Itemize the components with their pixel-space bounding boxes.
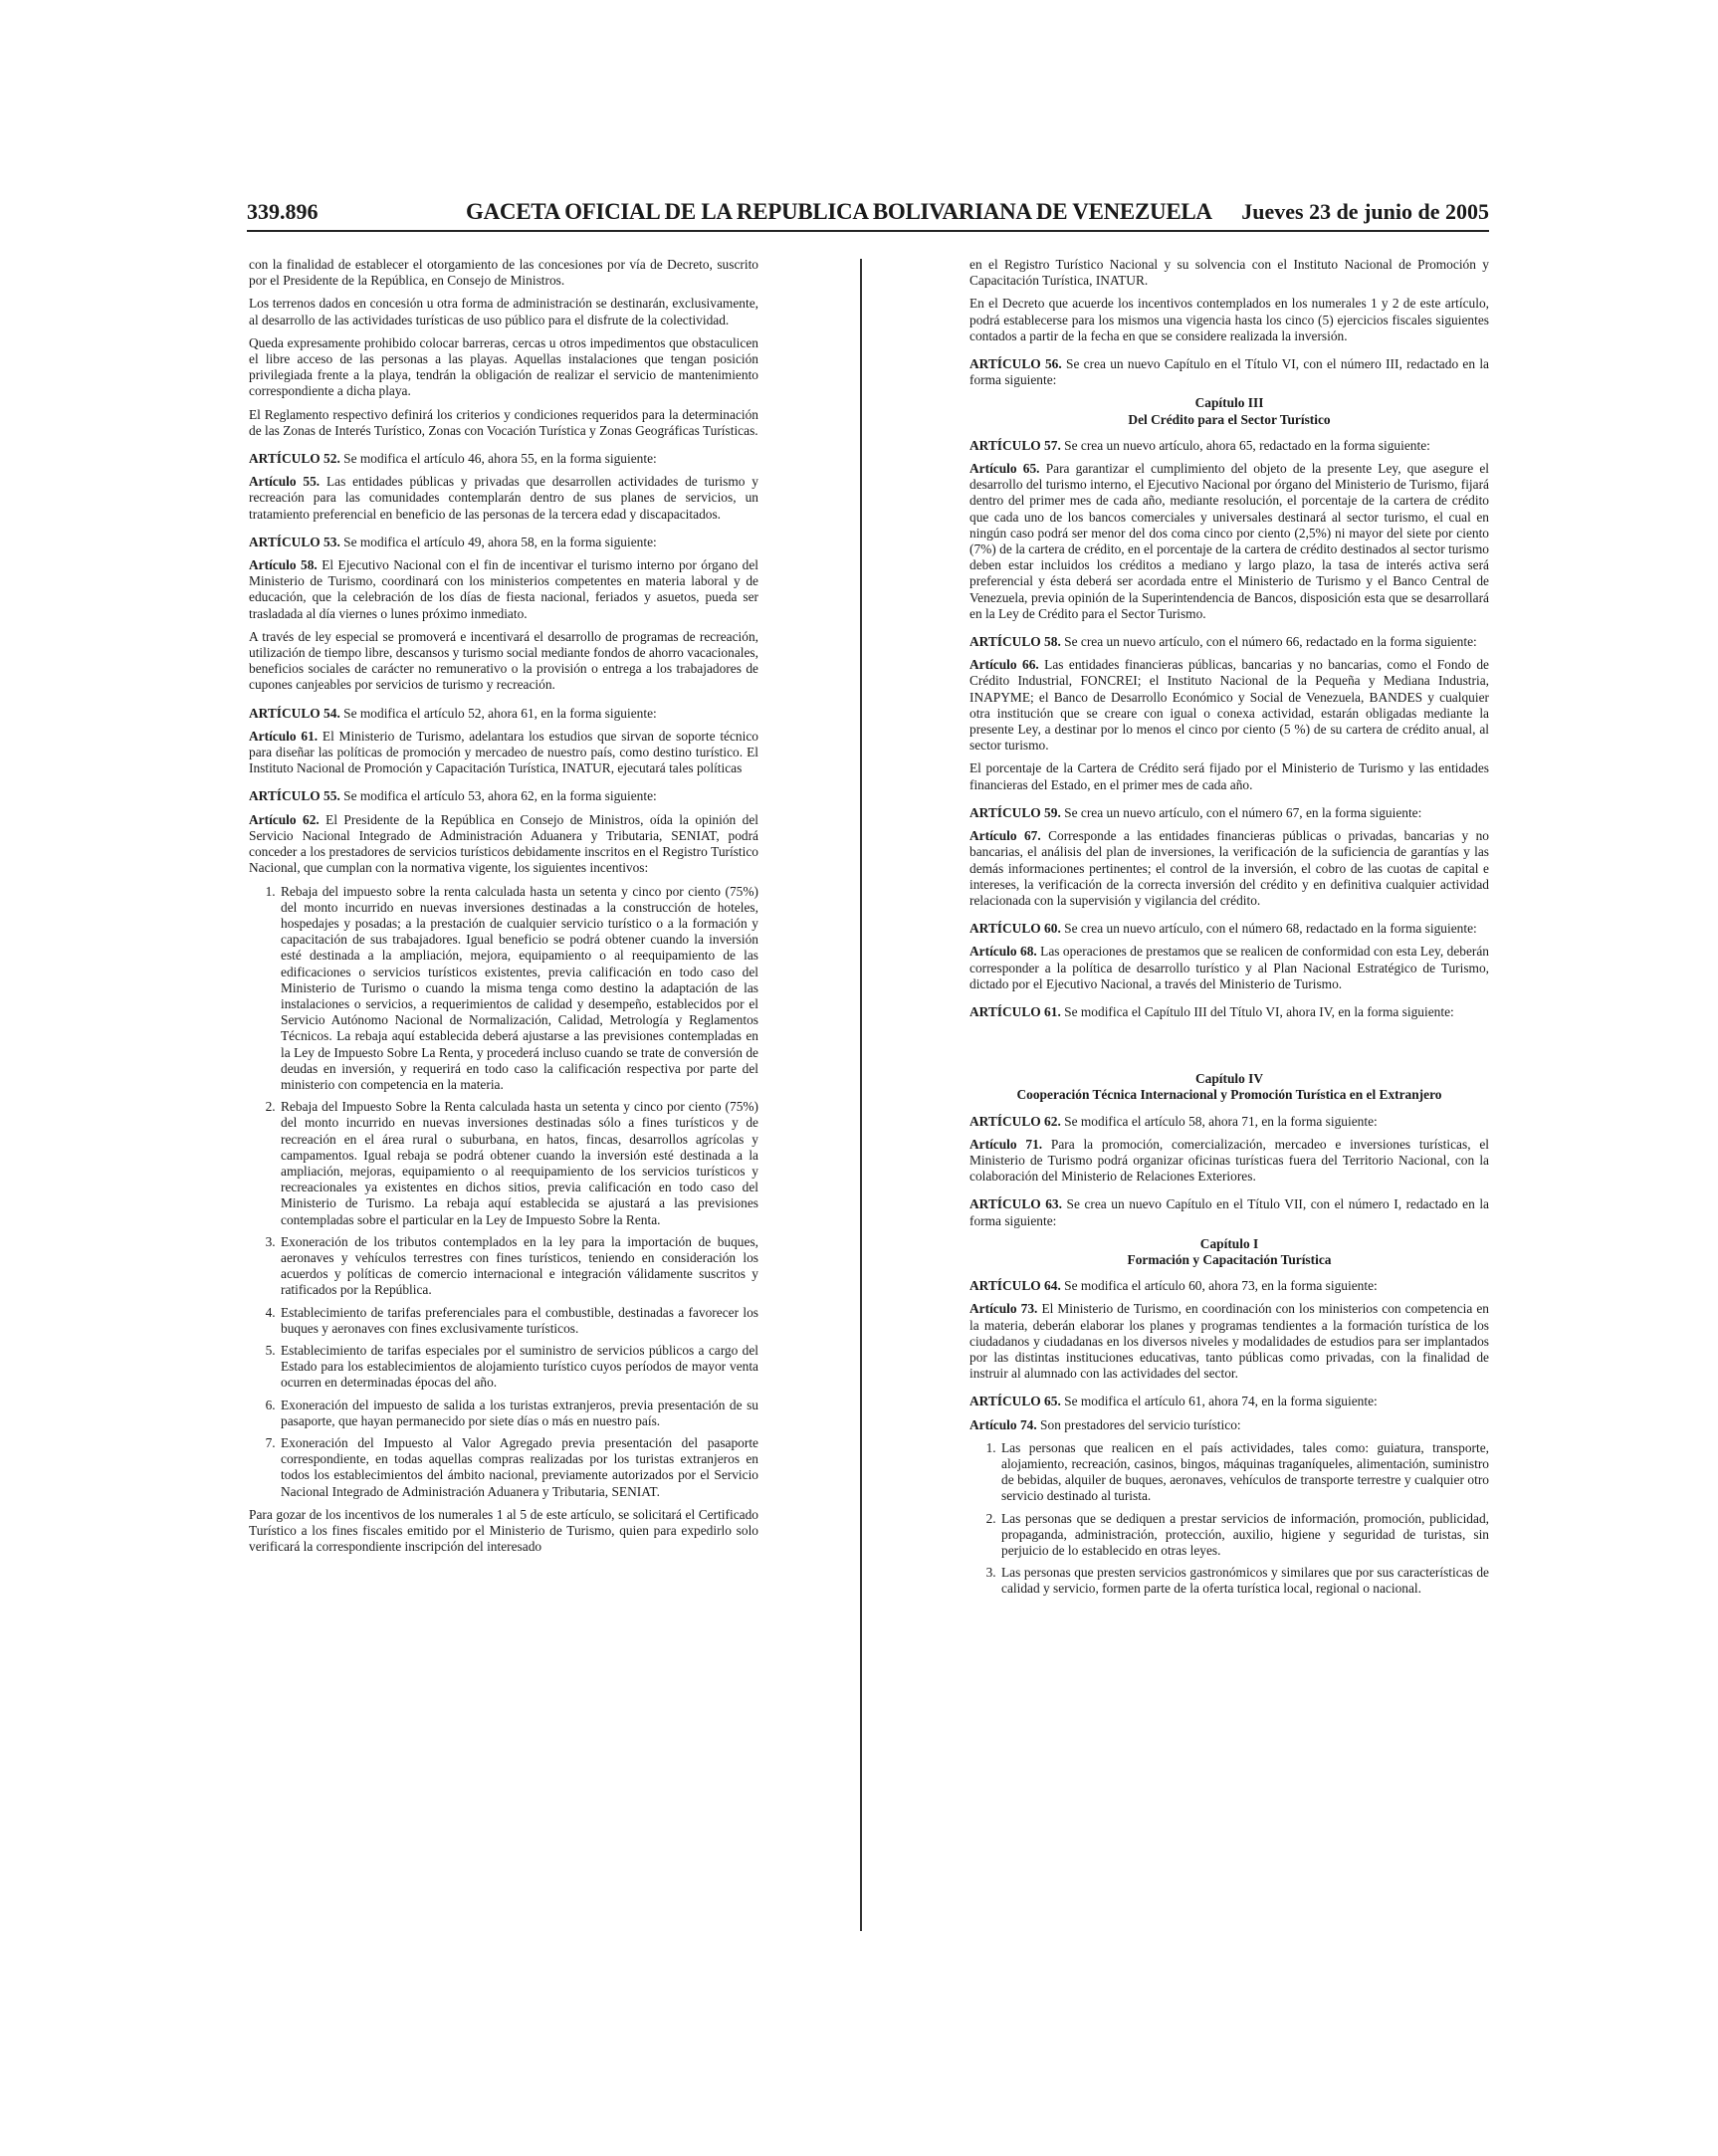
chapter-title: Capítulo I bbox=[1199, 1235, 1259, 1251]
article-amendment bbox=[969, 634, 1489, 650]
chapter-subtitle: Cooperación Técnica Internacional y Promoción Turística en el Extranjero bbox=[1016, 1087, 1442, 1103]
article-amendment bbox=[969, 921, 1489, 937]
article-text: Se crea un nuevo artículo, con el número 66, redactado en la forma siguiente: bbox=[1064, 634, 1477, 650]
article-heading: ARTÍCULO 64. bbox=[969, 1278, 1061, 1294]
article-heading: Artículo 67. bbox=[969, 828, 1041, 844]
article-text: Son prestadores del servicio turístico: bbox=[1040, 1416, 1241, 1432]
paragraph: El porcentaje de la Cartera de Crédito será fijado por el Ministerio de Turismo y las entidades financieras del Estado, en el primer mes de cada año. bbox=[969, 760, 1489, 792]
service-providers-list bbox=[969, 1440, 1489, 1598]
article bbox=[969, 828, 1489, 909]
article bbox=[969, 461, 1489, 622]
paragraph: Los terrenos dados en concesión u otra forma de administración se destinarán, exclusivamente, al desarrollo de las actividades turísticas de uso público para el disfrute de la colectividad. bbox=[249, 296, 758, 327]
article-amendment bbox=[969, 1278, 1489, 1294]
list-item: 3. Las personas que presten servicios gastronómicos y similares que por sus características de calidad y servicio, formen parte de la oferta turística local, regional o nacional. bbox=[999, 1565, 1489, 1597]
chapter-heading bbox=[969, 395, 1489, 427]
gazette-title: GACETA OFICIAL DE LA REPUBLICA BOLIVARIANA DE VENEZUELA bbox=[466, 199, 1212, 224]
article bbox=[249, 474, 758, 523]
list-item: 6. Exoneración del impuesto de salida a los turistas extranjeros, previa presentación de su pasaporte, que hayan permanecido por siete días o más en nuestro país. bbox=[279, 1398, 758, 1429]
article bbox=[249, 812, 758, 877]
article-heading: ARTÍCULO 59. bbox=[969, 804, 1061, 820]
article-amendment bbox=[969, 1004, 1489, 1020]
article bbox=[969, 1301, 1489, 1382]
right-column bbox=[969, 257, 1489, 1605]
paragraph: Para gozar de los incentivos de los numerales 1 al 5 de este artículo, se solicitará el Certificado Turístico a los fines fiscales emitido por el Ministerio de Turismo, quien para expedirlo solo verificará la correspondiente inscripción del interesado bbox=[249, 1506, 758, 1555]
chapter-subtitle: Del Crédito para el Sector Turístico bbox=[1128, 411, 1331, 427]
article bbox=[249, 729, 758, 777]
page-header bbox=[247, 199, 1489, 229]
list-item: 1. Rebaja del impuesto sobre la renta calculada hasta un setenta y cinco por ciento (75%) del monto incurrido en nuevas inversiones destinadas a la construcción de hoteles, hospedajes y posadas; a la prestación de cualquier servicio turístico o a la formación y capacitación de sus trabajadores. Igual beneficio se podrá obtener cuando la inversión esté destinada a la ampliación, mejora, equipamiento o al reequipamiento de las edificaciones o servicios turísticos existentes, previa calificación en todo caso del Ministerio de Turismo o cuando la misma tenga como destino la adaptación de las instalaciones o servicios, a requerimientos de calidad y desempeño, establecidos por el Servicio Autónomo Nacional de Normalización, Calidad, Metrología y Reglamentos Técnicos. La rebaja aquí establecida deberá ajustarse a las previsiones contempladas en la Ley de Impuesto Sobre La Renta, y procederá incluso cuando se trate de conversión de deudas en inversión, y requerirá en todo caso la calificación respectiva por parte del ministerio con competencia en la materia. bbox=[279, 884, 758, 1094]
article-text: Las operaciones de prestamos que se realicen de conformidad con esta Ley, deberán corresponder a la política de desarrollo turístico y al Plan Nacional Estratégico de Turismo, dictado por el Ejecutivo Nacional, a través del Ministerio de Turismo. bbox=[969, 944, 1490, 991]
article-text: El Presidente de la República en Consejo de Ministros, oída la opinión del Servicio Nacional Integrado de Administración Aduanera y Tributaria, SENIAT, podrá conceder a los prestadores de servicios turísticos debidamente inscritos en el Registro Turístico Nacional, que cumplan con la normativa vigente, los siguientes incentivos: bbox=[249, 811, 758, 876]
column-divider bbox=[860, 259, 862, 1931]
article-heading: ARTÍCULO 65. bbox=[969, 1394, 1061, 1409]
article-text: Se crea un nuevo Capítulo en el Título VI, con el número III, redactado en la forma siguiente: bbox=[969, 356, 1489, 388]
article-text: Se crea un nuevo artículo, con el número 68, redactado en la forma siguiente: bbox=[1064, 921, 1477, 937]
article-heading: Artículo 73. bbox=[969, 1301, 1038, 1317]
article bbox=[969, 657, 1489, 754]
left-column bbox=[249, 257, 758, 1562]
article-heading: ARTÍCULO 63. bbox=[969, 1196, 1062, 1212]
article-amendment bbox=[969, 1114, 1489, 1130]
article-heading: Artículo 68. bbox=[969, 944, 1037, 960]
issue-date: Jueves 23 de junio de 2005 bbox=[1241, 199, 1489, 224]
article-text: Se modifica el Capítulo III del Título VI, ahora IV, en la forma siguiente: bbox=[1064, 1003, 1454, 1019]
article-heading: Artículo 58. bbox=[249, 557, 318, 573]
article-amendment bbox=[249, 706, 758, 722]
incentives-list bbox=[249, 884, 758, 1500]
list-item: 2. Las personas que se dediquen a prestar servicios de información, promoción, publicidad, propaganda, administración, protección, auxilio, higiene y seguridad de turistas, sin perjuicio de lo establecido en otras leyes. bbox=[999, 1511, 1489, 1560]
article-text: Se crea un nuevo artículo, ahora 65, redactado en la forma siguiente: bbox=[1064, 437, 1430, 453]
article-heading: Artículo 55. bbox=[249, 474, 321, 490]
article-amendment bbox=[249, 788, 758, 804]
article-amendment bbox=[249, 535, 758, 550]
article-text: Se modifica el artículo 52, ahora 61, en la forma siguiente: bbox=[343, 705, 657, 721]
chapter-subtitle: Formación y Capacitación Turística bbox=[1127, 1251, 1332, 1267]
article-text: Corresponde a las entidades financieras públicas o privadas, bancarias y no bancarias, el análisis del plan de inversiones, la verificación de la suficiencia de garantías y las demás informaciones pertinentes; el control de la inversión, el cobro de las cuotas de capital e intereses, la verificación de la correcta inversión del crédito y en definitiva cualquier actividad relacionada con la supervisión y vigilancia del crédito. bbox=[969, 828, 1489, 908]
article bbox=[969, 1417, 1489, 1433]
paragraph: A través de ley especial se promoverá e incentivará el desarrollo de programas de recreación, utilización de tiempo libre, descansos y turismo social mediante fondos de ahorro vacacionales, beneficios sociales de carácter no remunerativo o la provisión o entrega a los trabajadores de cupones canjeables por servicios de turismo y recreación. bbox=[249, 628, 758, 693]
article-heading: ARTÍCULO 54. bbox=[249, 705, 340, 721]
list-item: 1. Las personas que realicen en el país actividades, tales como: guiatura, transporte, alojamiento, recreación, casinos, bingos, máquinas traganíqueles, alimentación, suministro de bebidas, alquiler de buques, aeronaves, vehículos de transporte terrestre y cualquier otro servicio destinado al turista. bbox=[999, 1440, 1489, 1505]
article-heading: ARTÍCULO 56. bbox=[969, 356, 1062, 372]
article-text: Se modifica el artículo 60, ahora 73, en la forma siguiente: bbox=[1064, 1278, 1378, 1294]
paragraph: con la finalidad de establecer el otorgamiento de las concesiones por vía de Decreto, suscrito por el Presidente de la República, en Consejo de Ministros. bbox=[249, 257, 758, 289]
article-heading: Artículo 66. bbox=[969, 657, 1039, 673]
article-text: Se crea un nuevo artículo, con el número 67, en la forma siguiente: bbox=[1064, 804, 1422, 820]
article-heading: ARTÍCULO 61. bbox=[969, 1003, 1061, 1019]
article-text: Se modifica el artículo 58, ahora 71, en la forma siguiente: bbox=[1064, 1113, 1378, 1129]
article-text: Para la promoción, comercialización, mercadeo e inversiones turísticas, el Ministerio de Turismo podrá organizar oficinas turísticas fuera del Territorio Nacional, con la colaboración del Ministerio de Relaciones Exteriores. bbox=[969, 1136, 1489, 1185]
list-item: 4. Establecimiento de tarifas preferenciales para el combustible, destinadas a favorecer los buques y aeronaves con fines exclusivamente turísticos. bbox=[279, 1305, 758, 1337]
article-text: Se modifica el artículo 53, ahora 62, en la forma siguiente: bbox=[343, 788, 657, 804]
list-item: 5. Establecimiento de tarifas especiales por el suministro de servicios públicos a cargo del Estado para los establecimientos de alojamiento turístico cuyos períodos de mayor venta ocurren en determinadas épocas del año. bbox=[279, 1343, 758, 1392]
article-heading: ARTÍCULO 53. bbox=[249, 534, 340, 549]
spacer bbox=[969, 1027, 1489, 1067]
article-heading: ARTÍCULO 60. bbox=[969, 921, 1061, 937]
chapter-heading bbox=[969, 1071, 1489, 1103]
list-item: 7. Exoneración del Impuesto al Valor Agregado previa presentación del pasaporte correspondiente, en todas aquellas compras realizadas por los turistas extranjeros en todos los establecimientos del ámbito nacional, previamente autorizados por el Servicio Nacional Integrado de Administración Aduanera y Tributaria, SENIAT. bbox=[279, 1435, 758, 1500]
paragraph: Queda expresamente prohibido colocar barreras, cercas u otros impedimentos que obstaculicen el libre acceso de las personas a las playas. Aquellas instalaciones que tengan posición privilegiada frente a la playa, tendrán la obligación de realizar el servicio de mantenimiento correspondiente a dicha playa. bbox=[249, 334, 758, 399]
article-text: Las entidades públicas y privadas que desarrollen actividades de turismo y recreación para las comunidades contemplarán dentro de sus planes de servicios, un tratamiento preferencial en beneficio de las personas de la tercera edad y discapacitados. bbox=[249, 474, 758, 522]
article-heading: ARTÍCULO 52. bbox=[249, 451, 340, 467]
article-text: El Ministerio de Turismo, en coordinación con los ministerios con competencia en la materia, deberán elaborar los planes y programas tendientes a la formación turística de los ciudadanos y ciudadanas en los diversos niveles y modalidades de estudios para ser implantados por las distintas instituciones educativas, tanto públicas como privadas, con la finalidad de instruir al alumnado con las actividades del sector. bbox=[969, 1301, 1489, 1382]
article bbox=[249, 557, 758, 622]
article-text: Se modifica el artículo 46, ahora 55, en la forma siguiente: bbox=[343, 451, 657, 467]
article-amendment bbox=[249, 451, 758, 467]
article-heading: Artículo 62. bbox=[249, 811, 320, 827]
chapter-heading bbox=[969, 1236, 1489, 1268]
article bbox=[969, 944, 1489, 992]
paragraph: En el Decreto que acuerde los incentivos contemplados en los numerales 1 y 2 de este artículo, podrá establecerse para los mismos una vigencia hasta los cinco (5) ejercicios fiscales siguientes contados a partir de la fecha en que se considere realizada la inversión. bbox=[969, 296, 1489, 343]
article-heading: ARTÍCULO 55. bbox=[249, 788, 340, 804]
article-amendment bbox=[969, 1196, 1489, 1228]
article-text: Se crea un nuevo Capítulo en el Título VII, con el número I, redactado en la forma siguiente: bbox=[969, 1196, 1489, 1228]
article-heading: Artículo 74. bbox=[969, 1416, 1037, 1432]
list-item: 3. Exoneración de los tributos contemplados en la ley para la importación de buques, aeronaves y vehículos terrestres con fines turísticos, teniendo en consideración los acuerdos y políticas de comercio internacional e integración válidamente suscritos y ratificados por la República. bbox=[279, 1234, 758, 1299]
article-heading: ARTÍCULO 62. bbox=[969, 1113, 1061, 1129]
article-text: Las entidades financieras públicas, bancarias y no bancarias, como el Fondo de Crédito Industrial, FONCREI; el Instituto Nacional de la Pequeña y Mediana Industria, INAPYME; el Banco de Desarrollo Económico y Social de Venezuela, BANDES y cualquier otra institución que se creare con igual o conexa actividad, estarán obligadas mediante la presente Ley, a destinar por lo menos el cinco por ciento (5 %) de su cartera de crédito anual, al sector turismo. bbox=[969, 657, 1489, 754]
article-text: Para garantizar el cumplimiento del objeto de la presente Ley, que asegure el desarrollo del turismo interno, el Ejecutivo Nacional por órgano del Ministerio de Turismo, fijará dentro del primer mes de cada año, mediante resolución, el porcentaje de la cartera de crédito que cada uno de los bancos comerciales y universales destinará al sector turismo, el cual en ningún caso podrá ser menor del dos coma cinco por ciento (2,5%) ni mayor del siete por ciento (7%) de la cartera de crédito, en el porcentaje de la cartera de crédito destinados al sector turismo deben estar incluidos los créditos a mediano y largo plazo, la tasa de interés activa será preferencial y ésta deberá ser acordada entre el Ministerio de Turismo y el Banco Central de Venezuela, previa opinión de la Superintendencia de Bancos, disposición esta que se desarrollará en la Ley de Crédito para el Sector Turismo. bbox=[969, 461, 1489, 621]
list-item: 2. Rebaja del Impuesto Sobre la Renta calculada hasta un setenta y cinco por ciento (75%) del monto incurrido en nuevas inversiones destinadas sólo a fines turísticos y de recreación en el área rural o suburbana, en hatos, fincas, desarrollos agrícolas y campamentos. Igual rebaja se podrá obtener cuando la inversión esté destinada a la ampliación, mejoras, equipamiento o al reequipamiento de los servicios turísticos y recreacionales ya existentes en dichos sitios, previa calificación en todo caso del Ministerio de Turismo. La rebaja aquí establecida se ajustará a las previsiones contempladas sobre el particular en la Ley de Impuesto Sobre la Renta. bbox=[279, 1099, 758, 1228]
page-number: 339.896 bbox=[247, 199, 319, 224]
chapter-title: Capítulo III bbox=[1194, 395, 1264, 411]
article-text: Se modifica el artículo 49, ahora 58, en la forma siguiente: bbox=[343, 534, 657, 549]
article-heading: ARTÍCULO 58. bbox=[969, 634, 1061, 650]
article bbox=[969, 1137, 1489, 1186]
article-heading: Artículo 65. bbox=[969, 461, 1040, 477]
chapter-title: Capítulo IV bbox=[1194, 1071, 1264, 1087]
article-heading: ARTÍCULO 57. bbox=[969, 437, 1061, 453]
paragraph: en el Registro Turístico Nacional y su solvencia con el Instituto Nacional de Promoción y Capacitación Turística, INATUR. bbox=[969, 257, 1489, 289]
article-amendment bbox=[969, 438, 1489, 454]
article-heading: Artículo 71. bbox=[969, 1136, 1043, 1152]
article-text: El Ejecutivo Nacional con el fin de incentivar el turismo interno por órgano del Ministerio de Turismo, coordinará con los ministerios competentes en materia laboral y de educación, que la celebración de los días de fiesta nacional, feriados y asuetos, pueda ser trasladada al día viernes o lunes próximo inmediato. bbox=[249, 557, 758, 621]
article-amendment bbox=[969, 356, 1489, 388]
article-text: El Ministerio de Turismo, adelantara los estudios que sirvan de soporte técnico para diseñar las políticas de promoción y mercadeo de nuestro país, como destino turístico. El Instituto Nacional de Promoción y Capacitación Turística, INATUR, ejecutará tales políticas bbox=[249, 728, 758, 776]
article-amendment bbox=[969, 805, 1489, 821]
article-text: Se modifica el artículo 61, ahora 74, en la forma siguiente: bbox=[1064, 1394, 1378, 1409]
header-rule bbox=[247, 230, 1489, 232]
article-amendment bbox=[969, 1394, 1489, 1409]
paragraph: El Reglamento respectivo definirá los criterios y condiciones requeridos para la determinación de las Zonas de Interés Turístico, Zonas con Vocación Turística y Zonas Geográficas Turísticas. bbox=[249, 406, 758, 438]
article-heading: Artículo 61. bbox=[249, 728, 319, 744]
